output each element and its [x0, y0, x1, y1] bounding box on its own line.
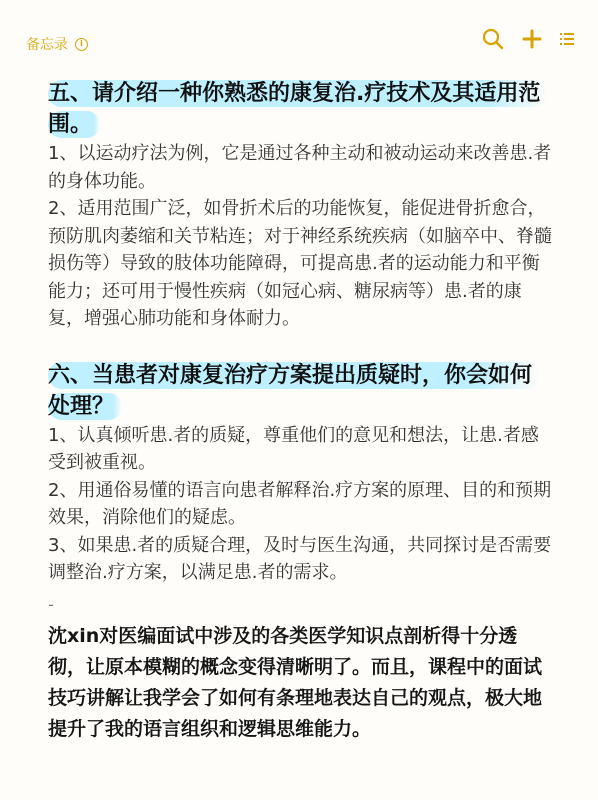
toolbar — [482, 28, 574, 50]
q5-paragraph-1: 1、以运动疗法为例，它是通过各种主动和被动运动来改善患.者的身体功能。 — [48, 143, 552, 192]
q5-heading-text: 五、请介绍一种你熟悉的康复治.疗技术及其适用范围。 — [48, 80, 548, 138]
q5-heading — [48, 78, 553, 140]
q6-paragraph-2: 2、用通俗易懂的语言向患者解释治.疗方案的原理、目的和预期效果，消除他们的疑虑。 — [48, 479, 552, 528]
back-label: 备忘录 — [26, 37, 68, 53]
info-icon[interactable]: i — [75, 38, 88, 51]
note-body[interactable] — [48, 78, 553, 745]
plus-icon[interactable] — [522, 29, 542, 49]
q6-heading — [48, 360, 553, 422]
back-button[interactable] — [26, 34, 88, 54]
q6-paragraph-3: 3、如果患.者的质疑合理，及时与医生沟通，共同探讨是否需要调整治.疗方案，以满足患.者的需求。 — [48, 534, 552, 583]
q6-paragraph-1: 1、认真倾听患.者的质疑，尊重他们的意见和想法，让患.者感受到被重视。 — [48, 424, 539, 473]
search-icon[interactable] — [482, 28, 504, 50]
q6-heading-text: 六、当患者对康复治疗方案提出质疑时，你会如何处理？ — [48, 362, 540, 420]
summary-paragraph: 沈xin对医编面试中涉及的各类医学知识点剖析得十分透彻，让原本模糊的概念变得清晰明了。而且，课程中的面试技巧讲解让我学会了如何有条理地表达自己的观点，极大地提升了我的语言组织和逻辑思维能力。 — [48, 624, 543, 740]
list-icon[interactable] — [560, 32, 574, 46]
separator: - — [48, 594, 54, 614]
q5-paragraph-2: 2、适用范围广泛，如骨折术后的功能恢复，能促进骨折愈合，预防肌肉萎缩和关节粘连；对于神经系统疾病（如脑卒中、脊髓损伤等）导致的肢体功能障碍，可提高患.者的运动能力和平衡能力；还可用于慢性疾病（如冠心病、糖尿病等）患.者的康复，增强心肺功能和身体耐力。 — [48, 198, 552, 329]
top-bar — [0, 0, 598, 84]
